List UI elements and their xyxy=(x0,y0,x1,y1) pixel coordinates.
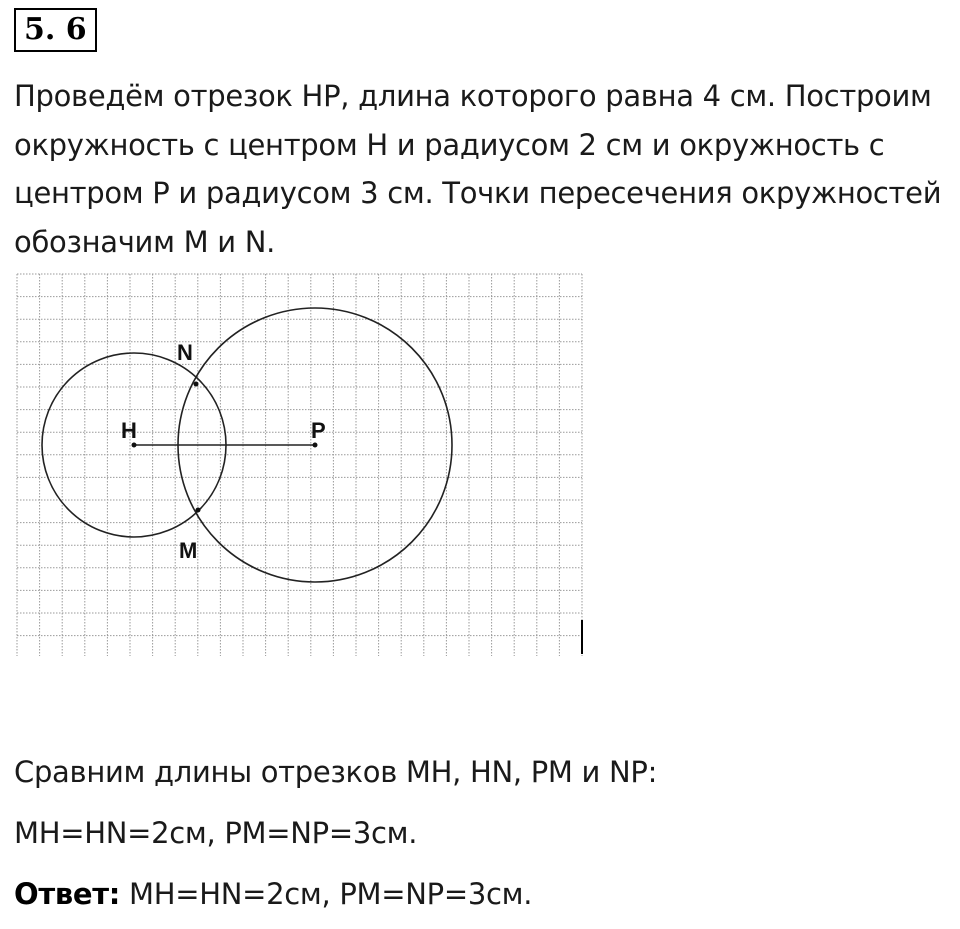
problem-statement: Проведём отрезок HP, длина которого равна 4 см. Построим окружность с центром H и радиусом 2 см и окружность с центром P и радиусом 3 см. Точки пересечения окружностей обозначим M и N. xyxy=(14,79,942,259)
answer-line xyxy=(14,874,532,914)
point-n-dot xyxy=(194,382,199,387)
result-text: MH=HN=2см, PM=NP=3см. xyxy=(14,816,418,850)
problem-number: 5. 6 xyxy=(14,8,97,52)
point-m-dot xyxy=(196,508,201,513)
answer-text: MH=HN=2см, PM=NP=3см. xyxy=(120,877,533,911)
label-p: P xyxy=(311,418,326,443)
construction-figure xyxy=(0,264,600,664)
grid-paper xyxy=(17,274,582,656)
label-m: M xyxy=(179,538,198,563)
comparison-text: Сравним длины отрезков MH, HN, PM и NP: xyxy=(14,755,658,789)
answer-label: Ответ: xyxy=(14,877,121,911)
label-h: H xyxy=(121,418,137,443)
label-n: N xyxy=(177,340,193,365)
point-h-dot xyxy=(132,443,137,448)
point-p-dot xyxy=(313,443,318,448)
